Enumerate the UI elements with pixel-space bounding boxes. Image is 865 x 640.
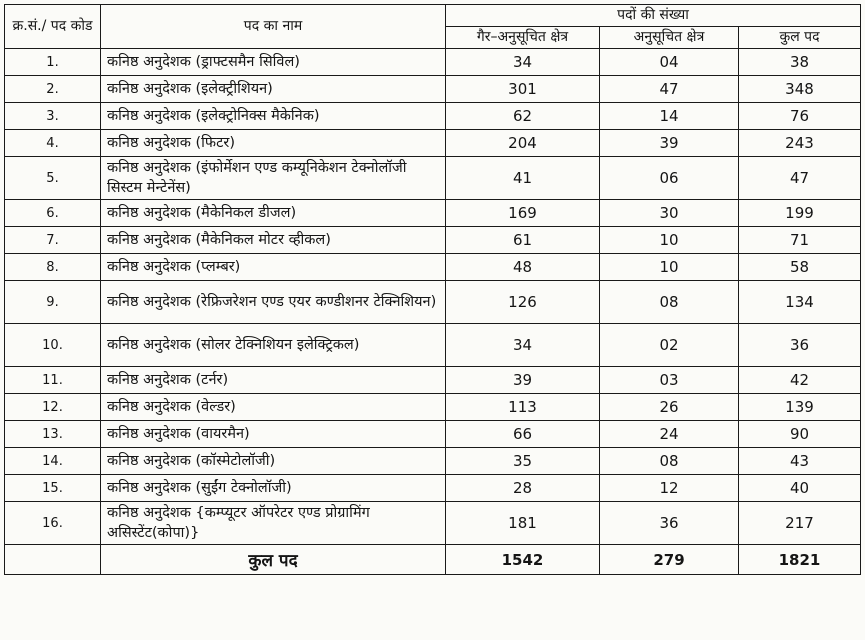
row-post-name: कनिष्ठ अनुदेशक (वेल्डर) <box>101 394 446 421</box>
row-total: 42 <box>739 367 861 394</box>
row-serial: 16. <box>5 502 101 545</box>
row-scheduled: 39 <box>600 130 739 157</box>
row-scheduled: 08 <box>600 448 739 475</box>
header-serial: क्र.सं./ पद कोड <box>5 5 101 49</box>
row-total: 43 <box>739 448 861 475</box>
table-row <box>5 475 861 502</box>
row-serial: 10. <box>5 324 101 367</box>
row-scheduled: 14 <box>600 103 739 130</box>
row-post-name: कनिष्ठ अनुदेशक (कॉस्मेटोलॉजी) <box>101 448 446 475</box>
row-non-scheduled: 169 <box>446 200 600 227</box>
row-total: 139 <box>739 394 861 421</box>
totals-scheduled: 279 <box>600 545 739 575</box>
table-row <box>5 421 861 448</box>
row-serial: 9. <box>5 281 101 324</box>
row-total: 40 <box>739 475 861 502</box>
row-scheduled: 08 <box>600 281 739 324</box>
table-row <box>5 281 861 324</box>
row-post-name: कनिष्ठ अनुदेशक (टर्नर) <box>101 367 446 394</box>
row-scheduled: 10 <box>600 227 739 254</box>
table-row <box>5 76 861 103</box>
row-serial: 14. <box>5 448 101 475</box>
row-post-name: कनिष्ठ अनुदेशक (मैकेनिकल डीजल) <box>101 200 446 227</box>
row-non-scheduled: 48 <box>446 254 600 281</box>
row-serial: 11. <box>5 367 101 394</box>
header-post-name: पद का नाम <box>101 5 446 49</box>
row-serial: 12. <box>5 394 101 421</box>
row-non-scheduled: 62 <box>446 103 600 130</box>
table-row <box>5 200 861 227</box>
totals-total: 1821 <box>739 545 861 575</box>
row-scheduled: 02 <box>600 324 739 367</box>
row-serial: 3. <box>5 103 101 130</box>
table-row <box>5 49 861 76</box>
row-total: 76 <box>739 103 861 130</box>
row-non-scheduled: 113 <box>446 394 600 421</box>
totals-row <box>5 545 861 575</box>
row-post-name: कनिष्ठ अनुदेशक (इंफोर्मेशन एण्ड कम्यूनिकेशन टेक्नोलॉजी सिस्टम मेन्टेनेंस) <box>101 157 446 200</box>
row-post-name: कनिष्ठ अनुदेशक (सोलर टेक्निशियन इलेक्ट्रिकल) <box>101 324 446 367</box>
row-scheduled: 03 <box>600 367 739 394</box>
row-non-scheduled: 301 <box>446 76 600 103</box>
row-post-name: कनिष्ठ अनुदेशक (रेफ्रिजरेशन एण्ड एयर कण्डीशनर टेक्निशियन) <box>101 281 446 324</box>
row-post-name: कनिष्ठ अनुदेशक (सुईंग टेक्नोलॉजी) <box>101 475 446 502</box>
row-total: 90 <box>739 421 861 448</box>
row-scheduled: 36 <box>600 502 739 545</box>
row-non-scheduled: 61 <box>446 227 600 254</box>
row-non-scheduled: 34 <box>446 324 600 367</box>
row-post-name: कनिष्ठ अनुदेशक (मैकेनिकल मोटर व्हीकल) <box>101 227 446 254</box>
row-non-scheduled: 39 <box>446 367 600 394</box>
row-total: 71 <box>739 227 861 254</box>
row-scheduled: 30 <box>600 200 739 227</box>
row-non-scheduled: 28 <box>446 475 600 502</box>
row-scheduled: 24 <box>600 421 739 448</box>
table-row <box>5 227 861 254</box>
header-non-scheduled: गैर–अनुसूचित क्षेत्र <box>446 27 600 49</box>
row-total: 38 <box>739 49 861 76</box>
header-total: कुल पद <box>739 27 861 49</box>
table-row <box>5 324 861 367</box>
row-serial: 15. <box>5 475 101 502</box>
row-post-name: कनिष्ठ अनुदेशक {कम्प्यूटर ऑपरेटर एण्ड प्रोग्रामिंग असिस्टेंट(कोपा)} <box>101 502 446 545</box>
row-post-name: कनिष्ठ अनुदेशक (इलेक्ट्रीशियन) <box>101 76 446 103</box>
row-post-name: कनिष्ठ अनुदेशक (प्लम्बर) <box>101 254 446 281</box>
row-serial: 7. <box>5 227 101 254</box>
row-scheduled: 12 <box>600 475 739 502</box>
row-serial: 13. <box>5 421 101 448</box>
row-post-name: कनिष्ठ अनुदेशक (फिटर) <box>101 130 446 157</box>
row-post-name: कनिष्ठ अनुदेशक (वायरमैन) <box>101 421 446 448</box>
table-row <box>5 130 861 157</box>
totals-label: कुल पद <box>101 545 446 575</box>
row-scheduled: 06 <box>600 157 739 200</box>
header-post-count: पदों की संख्या <box>446 5 861 27</box>
row-serial: 6. <box>5 200 101 227</box>
totals-serial-blank <box>5 545 101 575</box>
table-row <box>5 367 861 394</box>
row-non-scheduled: 204 <box>446 130 600 157</box>
row-total: 199 <box>739 200 861 227</box>
row-serial: 1. <box>5 49 101 76</box>
row-serial: 4. <box>5 130 101 157</box>
header-row-1 <box>5 5 861 27</box>
table-row <box>5 157 861 200</box>
posts-table <box>4 4 861 575</box>
totals-non-scheduled: 1542 <box>446 545 600 575</box>
table-row <box>5 254 861 281</box>
row-scheduled: 04 <box>600 49 739 76</box>
row-post-name: कनिष्ठ अनुदेशक (इलेक्ट्रोनिक्स मैकेनिक) <box>101 103 446 130</box>
row-scheduled: 47 <box>600 76 739 103</box>
row-total: 36 <box>739 324 861 367</box>
row-total: 47 <box>739 157 861 200</box>
table-row <box>5 394 861 421</box>
row-non-scheduled: 35 <box>446 448 600 475</box>
row-total: 58 <box>739 254 861 281</box>
row-serial: 8. <box>5 254 101 281</box>
row-scheduled: 26 <box>600 394 739 421</box>
table-row <box>5 502 861 545</box>
row-non-scheduled: 66 <box>446 421 600 448</box>
row-total: 217 <box>739 502 861 545</box>
row-non-scheduled: 41 <box>446 157 600 200</box>
row-serial: 5. <box>5 157 101 200</box>
row-scheduled: 10 <box>600 254 739 281</box>
header-scheduled: अनुसूचित क्षेत्र <box>600 27 739 49</box>
table-row <box>5 448 861 475</box>
row-serial: 2. <box>5 76 101 103</box>
row-total: 243 <box>739 130 861 157</box>
row-total: 134 <box>739 281 861 324</box>
row-post-name: कनिष्ठ अनुदेशक (ड्राफ्टसमैन सिविल) <box>101 49 446 76</box>
row-total: 348 <box>739 76 861 103</box>
row-non-scheduled: 181 <box>446 502 600 545</box>
table-row <box>5 103 861 130</box>
row-non-scheduled: 34 <box>446 49 600 76</box>
row-non-scheduled: 126 <box>446 281 600 324</box>
